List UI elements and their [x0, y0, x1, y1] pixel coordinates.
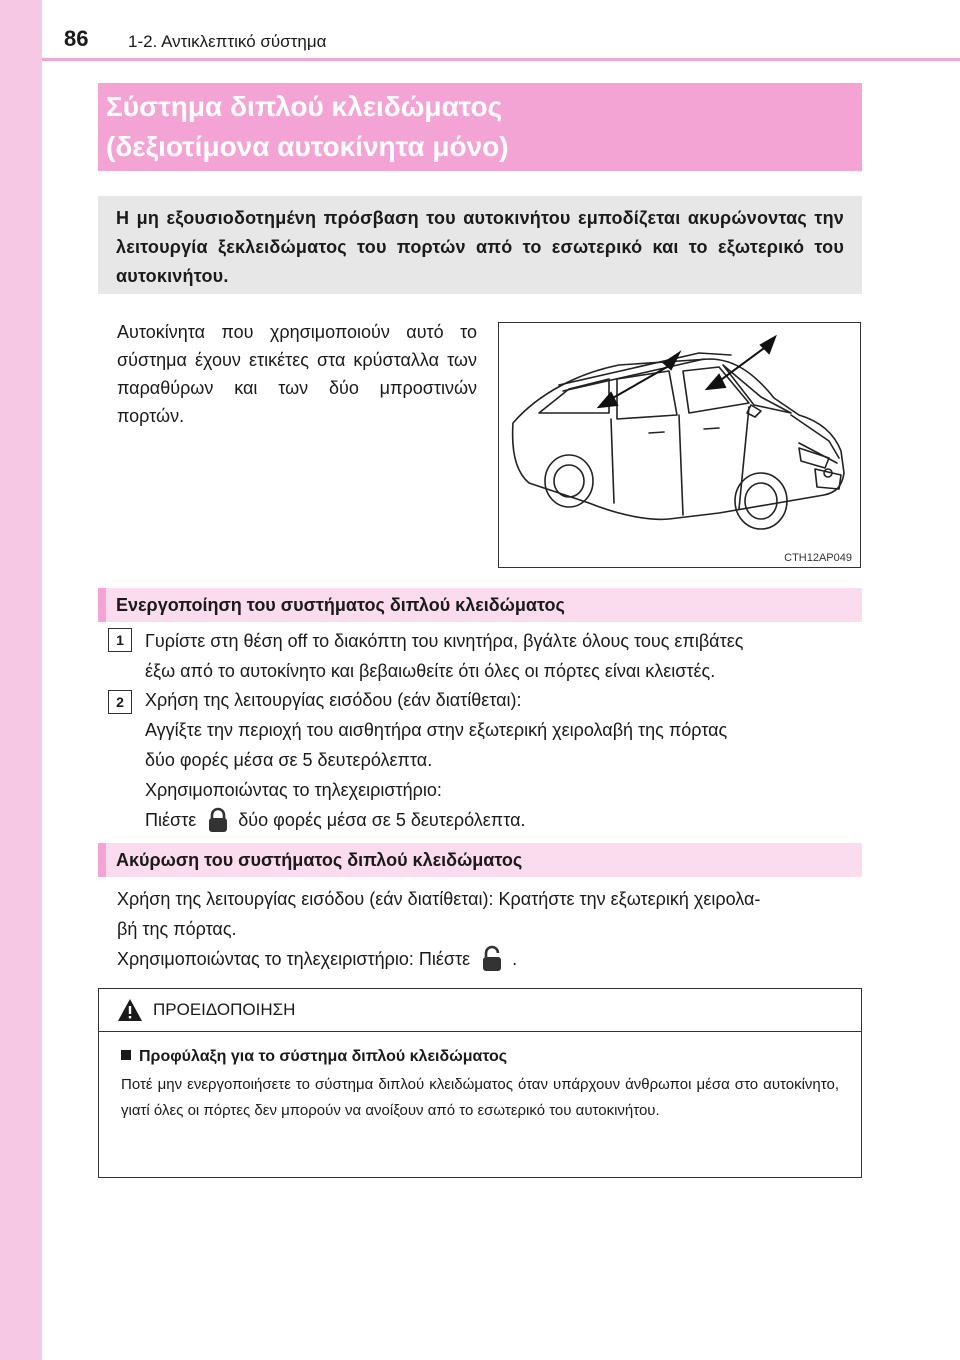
- step-1-line: Γυρίστε στη θέση off το διακόπτη του κινητήρα, βγάλτε όλους τους επιβάτες: [145, 631, 744, 651]
- cancellation-press: Χρησιμοποιώντας το τηλεχειριστήριο: Πιέστε: [117, 949, 471, 969]
- step-2-line: [145, 805, 857, 835]
- warning-box: [98, 988, 862, 1178]
- activation-heading: Ενεργοποίηση του συστήματος διπλού κλειδώματος: [98, 588, 862, 622]
- step-2-line: Αγγίξτε την περιοχή του αισθητήρα στην εξωτερική χειρολαβή της πόρτας: [145, 720, 728, 740]
- warning-subheading-text: Προφύλαξη για το σύστημα διπλού κλειδώματος: [139, 1048, 508, 1065]
- page-edge-tab: [0, 0, 42, 1360]
- figure-code: CTH12AP049: [784, 552, 852, 564]
- page-title-line2: (δεξιοτίμονα αυτοκίνητα μόνο): [106, 131, 509, 162]
- cancellation-heading: Ακύρωση του συστήματος διπλού κλειδώματος: [98, 843, 862, 877]
- step-number-2: 2: [108, 690, 132, 714]
- step-2-line: Χρησιμοποιώντας το τηλεχειριστήριο:: [145, 780, 442, 800]
- section-reference: 1-2. Αντικλεπτικό σύστημα: [128, 32, 327, 51]
- step-2-line: Χρήση της λειτουργίας εισόδου (εάν διατίθεται):: [145, 690, 522, 710]
- cancellation-line: Χρήση της λειτουργίας εισόδου (εάν διατίθεται): Κρατήστε την εξωτερική χειρολα-: [117, 889, 761, 909]
- cancellation-text: [117, 884, 862, 974]
- label-description: Αυτοκίνητα που χρησιμοποιούν αυτό το σύστημα έχουν ετικέτες στα κρύσταλλα των παραθύρων και των δύο μπροστινών πορτών.: [117, 322, 477, 426]
- lock-icon: [204, 806, 232, 834]
- cancellation-line: βή της πόρτας.: [117, 919, 237, 939]
- step-2-text: [145, 685, 857, 835]
- step-2-press-suffix: δύο φορές μέσα σε 5 δευτερόλεπτα.: [238, 810, 526, 830]
- step-number-1: 1: [108, 628, 132, 652]
- page-title-line1: Σύστημα διπλού κλειδώματος: [106, 91, 503, 122]
- warning-title: ΠΡΟΕΙΔΟΠΟΙΗΣΗ: [153, 1000, 296, 1019]
- warning-subheading: [121, 1048, 839, 1066]
- step-1-text: [145, 626, 857, 686]
- step-2-line: δύο φορές μέσα σε 5 δευτερόλεπτα.: [145, 750, 433, 770]
- warning-header: [99, 989, 861, 1032]
- step-1-line: έξω από το αυτοκίνητο και βεβαιωθείτε ότι όλες οι πόρτες είναι κλειστές.: [145, 661, 716, 681]
- warning-text: Ποτέ μην ενεργοποιήσετε το σύστημα διπλού κλειδώματος όταν υπάρχουν άνθρωποι μέσα στο αυτοκίνητο, γιατί όλες οι πόρτες δεν μπορούν να ανοίξουν από το εσωτερικό του αυτοκινήτου.: [121, 1076, 839, 1119]
- page-number: 86: [64, 26, 89, 51]
- intro-summary: Η μη εξουσιοδοτημένη πρόσβαση του αυτοκινήτου εμποδίζεται ακυρώνοντας την λειτουργία ξεκλειδώματος του πορτών από το εσωτερικό και το εξωτερικό του αυτοκινήτου.: [98, 196, 862, 294]
- car-drawing-icon: [499, 323, 860, 567]
- cancellation-line: [117, 944, 862, 974]
- header-rule: [42, 58, 960, 61]
- warning-triangle-icon: [117, 998, 143, 1022]
- car-illustration: [498, 322, 861, 568]
- bullet-square-icon: [121, 1050, 131, 1060]
- page-title: [98, 83, 862, 171]
- unlock-icon: [478, 945, 506, 973]
- step-2-press: Πιέστε: [145, 810, 197, 830]
- cancellation-press-suffix: .: [512, 949, 518, 969]
